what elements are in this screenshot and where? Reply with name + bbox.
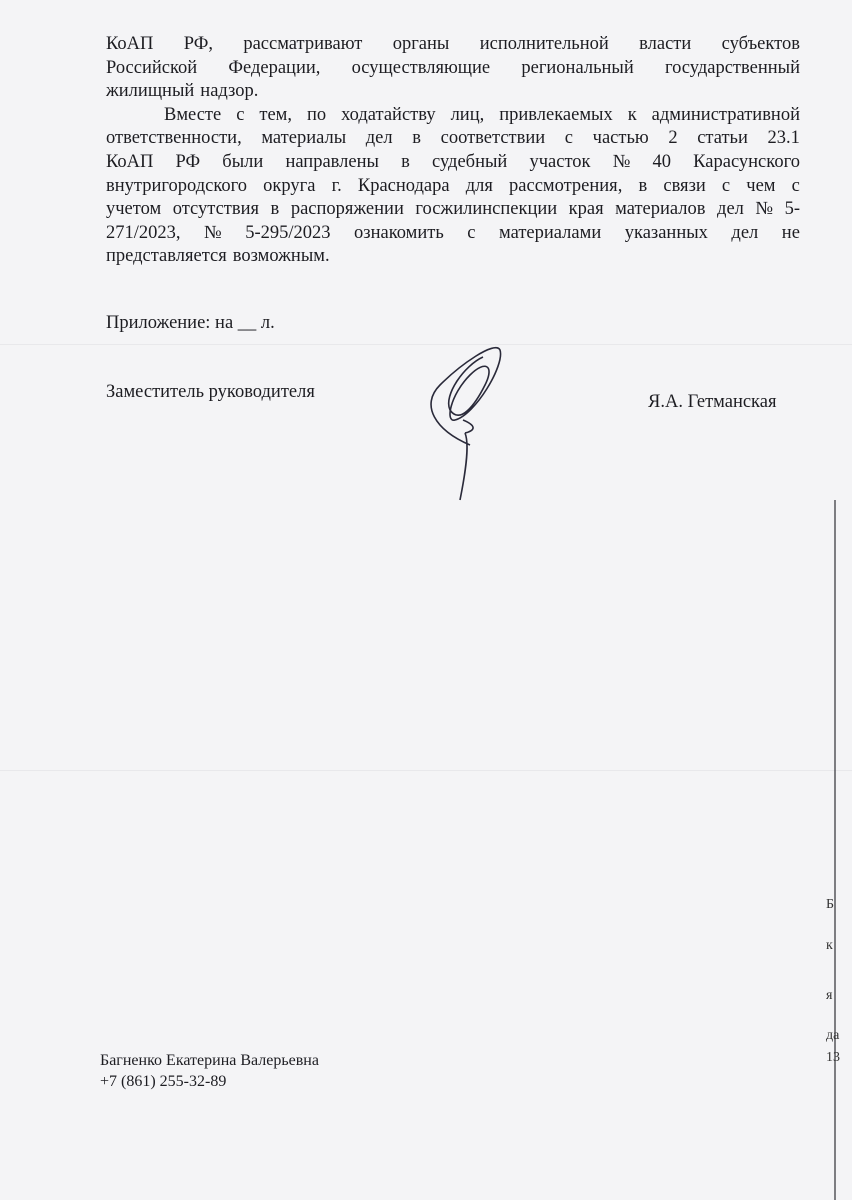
executor-phone: +7 (861) 255-32-89: [100, 1073, 227, 1090]
signature: [415, 335, 515, 505]
body-text: [106, 33, 800, 269]
margin-fragment: да: [826, 1028, 840, 1043]
attachment-line: Приложение: на __ л.: [106, 313, 275, 333]
margin-fragment: 13: [826, 1050, 840, 1065]
body-line: ответственности, материалы дел в соответствии с частью 2 статьи 23.1: [106, 128, 800, 149]
page-edge: [834, 500, 836, 1200]
body-line: внутригородского округа г. Краснодара для рассмотрения, в связи с чем с: [106, 175, 800, 196]
body-line: учетом отсутствия в распоряжении госжилинспекции края материалов дел № 5-: [106, 199, 800, 220]
body-line: 271/2023, № 5-295/2023 ознакомить с материалами указанных дел не: [106, 222, 800, 243]
body-line: Российской Федерации, осуществляющие региональный государственный: [106, 57, 800, 78]
body-line: Вместе с тем, по ходатайству лиц, привлекаемых к административной: [164, 104, 800, 125]
signer-title: Заместитель руководителя: [106, 382, 315, 402]
executor-name: Багненко Екатерина Валерьевна: [100, 1052, 319, 1069]
margin-fragment: к: [826, 938, 833, 953]
margin-fragment: Б: [826, 897, 835, 912]
body-line: жилищный надзор.: [106, 81, 259, 102]
margin-fragment: я: [826, 988, 833, 1003]
body-line: КоАП РФ были направлены в судебный участок № 40 Карасунского: [106, 151, 800, 172]
paper-fold: [0, 770, 852, 772]
body-line: представляется возможным.: [106, 246, 330, 267]
signer-name: Я.А. Гетманская: [648, 392, 777, 412]
body-line: КоАП РФ, рассматривают органы исполнительной власти субъектов: [106, 34, 800, 54]
